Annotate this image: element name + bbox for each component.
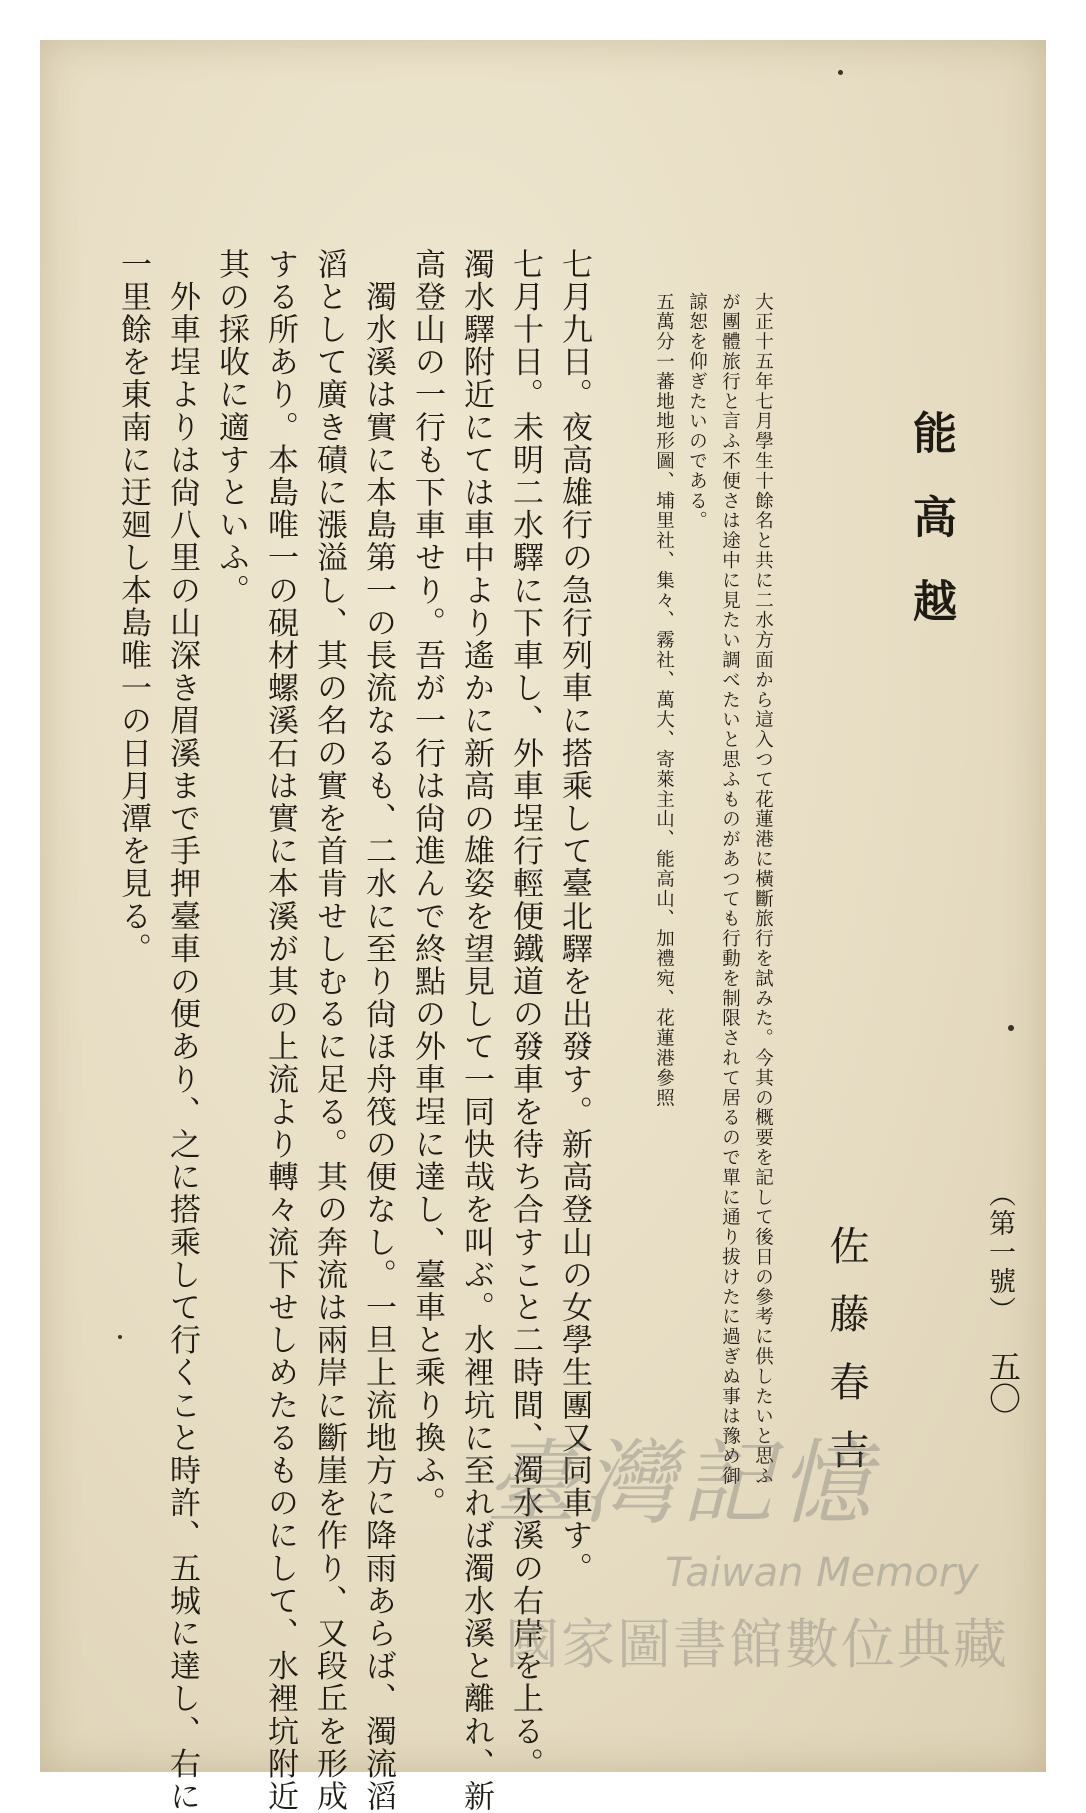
body-line: 一里餘を東南に迂廻し本島唯一の日月潭を見る。 xyxy=(115,248,151,966)
note-line: が團體旅行と言ふ不便さは途中に見たい調べたいと思ふものがあつても行動を制限されて居るので單に通り拔けたに過ぎぬ事は豫め御 xyxy=(719,292,741,1486)
article-title: 能高越 xyxy=(905,410,956,662)
issue-number: （第一號） xyxy=(984,1180,1015,1325)
note-line: 大正十五年七月學生十餘名と共に二水方面から這入つて花蓮港に橫斷旅行を試みた。今其の概要を記して後日の參考に供したいと思ふ xyxy=(752,292,774,1486)
paper-speck xyxy=(838,70,843,75)
book-page xyxy=(40,40,1046,1813)
note-line: 諒恕を仰ぎたいのである。 xyxy=(686,292,708,531)
paper-speck xyxy=(1008,1025,1014,1031)
body-line: 滔として廣き磧に漲溢し、其の名の實を首肯せしむるに足る。其の奔流は兩岸に斷崖を作り、又段丘を形成 xyxy=(311,248,347,1813)
body-line: 濁水溪は實に本島第一の長流なるも、二水に至り尙ほ舟筏の便なし。一旦上流地方に降雨あらば、濁流滔 xyxy=(360,248,396,1813)
author-name: 佐藤春吉 xyxy=(823,1225,869,1497)
page-number: 五〇 xyxy=(984,1350,1022,1414)
body-line: 濁水驛附近にては車中より遙かに新高の雄姿を望見して一同快哉を叫ぶ。水裡坑に至れば濁水溪と離れ、新 xyxy=(458,248,494,1813)
body-line: 其の採收に適すといふ。 xyxy=(213,248,249,607)
body-line: 外車埕よりは尙八里の山深き眉溪まで手押臺車の便あり、之に搭乘して行くこと時許、五城に達し、右に xyxy=(164,248,200,1813)
note-line: 五萬分一蕃地地形圖、埔里社、集々、霧社、萬大、寄萊主山、能高山、加禮宛、花蓮港參照 xyxy=(653,292,675,1108)
watermark-english: Taiwan Memory xyxy=(665,1550,979,1596)
watermark-subtitle: 國家圖書館數位典藏 xyxy=(505,1613,1009,1676)
body-line: する所あり。本島唯一の硯材螺溪石は實に本溪が其の上流より轉々流下せしめたるものにして、水裡坑附近 xyxy=(262,248,298,1813)
watermark xyxy=(485,1410,1055,1700)
body-line: 七月十日。未明二水驛に下車し、外車埕行輕便鐵道の發車を待ち合すこと二時間、濁水溪の右岸を上る。 xyxy=(507,248,543,1781)
watermark-chinese: 臺灣記憶 xyxy=(485,1430,878,1537)
body-line: 高登山の一行も下車せり。吾が一行は尙進んで終點の外車埕に達し、臺車と乘り換ふ。 xyxy=(409,248,445,1520)
body-line: 七月九日。夜高雄行の急行列車に搭乘して臺北驛を出發す。新高登山の女學生團又同車す。 xyxy=(556,248,592,1585)
paper-speck xyxy=(118,1335,122,1339)
